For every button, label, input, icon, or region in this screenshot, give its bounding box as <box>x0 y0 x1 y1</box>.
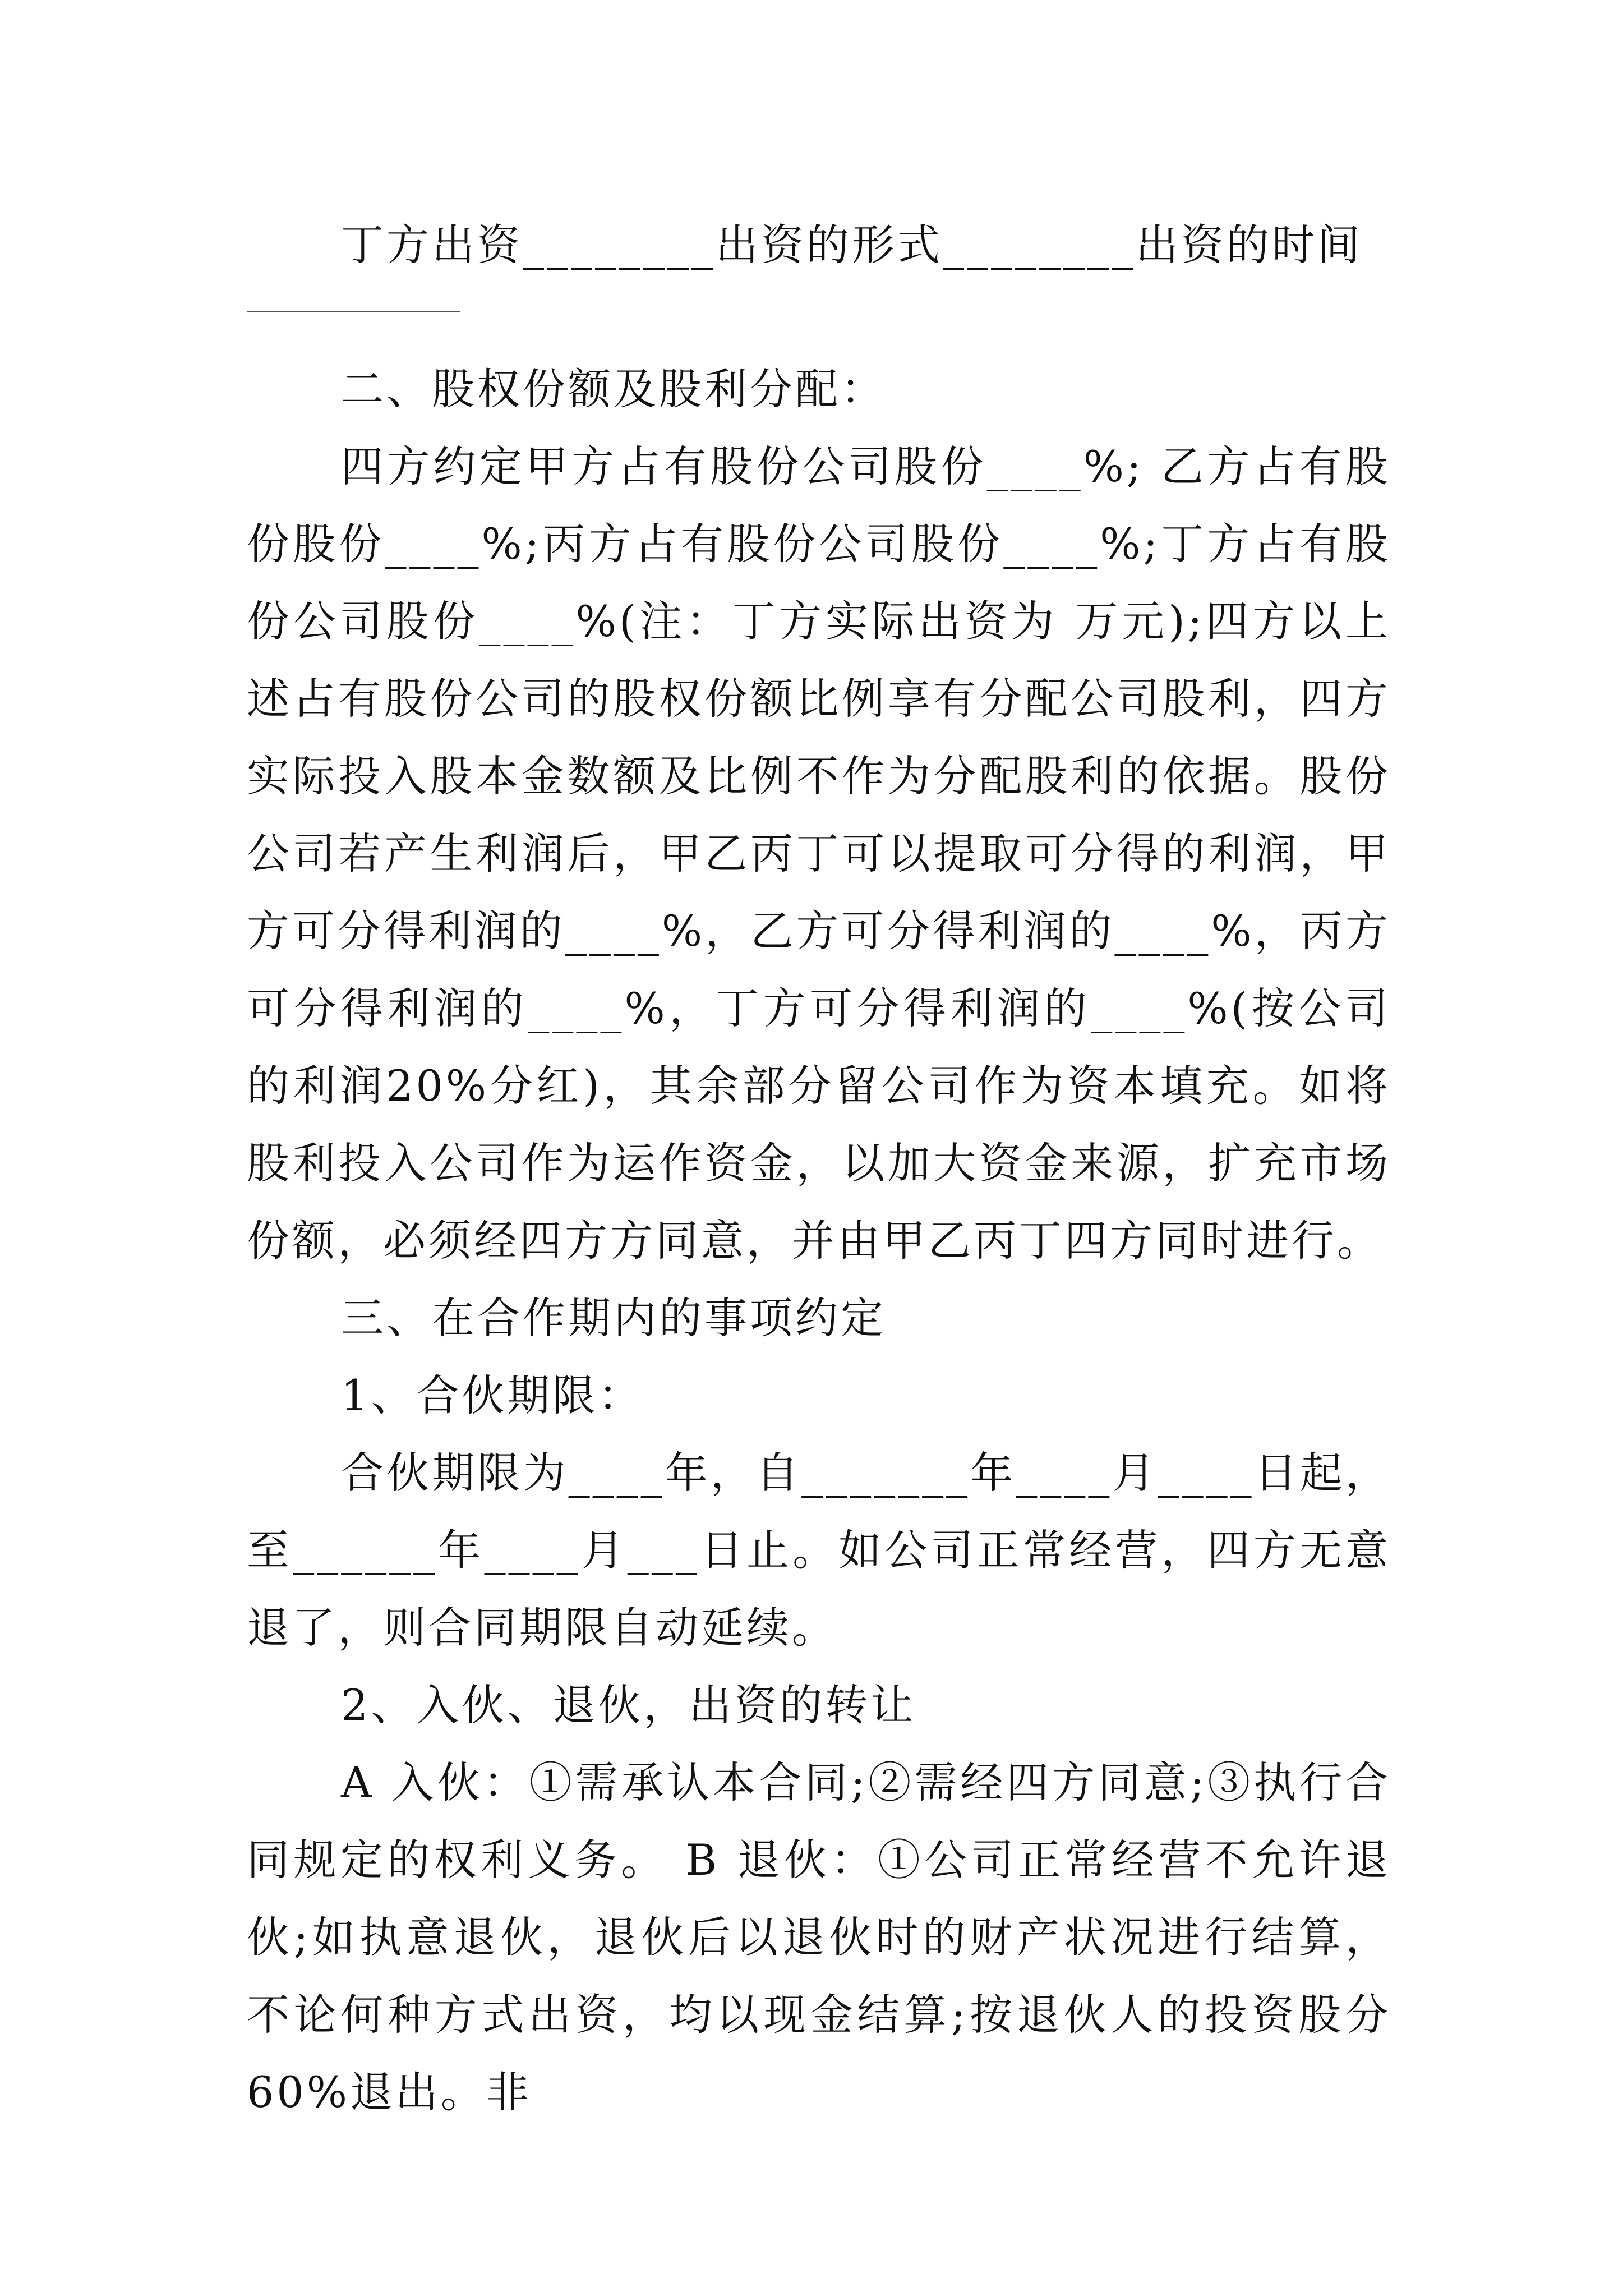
trailing-blank-line <box>247 310 460 312</box>
section3-heading: 三、在合作期内的事项约定 <box>341 1293 886 1343</box>
item2-heading: 2、入伙、退伙，出资的转让 <box>341 1680 916 1730</box>
section2-body: 四方约定甲方占有股份公司股份____%; 乙方占有股份股份____%;丙方占有股份公司股份____%;丁方占有股份公司股份____%(注：丁方实际出资为 万元);四方以上述占有股份公司的股权份额比例享有分配公司股利，四方实际投入股本金数额及比例不作为分配股利的依据。股份公司若产生利润后，甲乙丙丁可以提取可分得的利润，甲方可分得利润的____%，乙方可分得利润的____%，丙方可分得利润的____%，丁方可分得利润的____%(按公司的利润20%分红)，其余部分留公司作为资本填充。如将股利投入公司作为运作资金，以加大资金来源，扩充市场份额，必须经四方方同意，并由甲乙丙丁四方同时进行。 <box>247 441 1391 1266</box>
investment-d-paragraph: 丁方出资________出资的形式________出资的时间 <box>341 220 1363 270</box>
item1-body: 合伙期限为____年，自_______年____月____日起，至______年____月___日止。如公司正常经营，四方无意退了，则合同期限自动延续。 <box>247 1448 1391 1653</box>
section2-heading: 二、股权份额及股利分配： <box>341 364 886 414</box>
item1-heading: 1、合伙期限： <box>341 1370 644 1420</box>
item2-body: A 入伙：①需承认本合同;②需经四方同意;③执行合同规定的权利义务。 B 退伙：①公司正常经营不允许退伙;如执意退伙，退伙后以退伙时的财产状况进行结算，不论何种方式出资，均以现金结算;按退伙人的投资股分 60%退出。非 <box>247 1757 1391 2117</box>
document-body <box>247 206 1391 2131</box>
